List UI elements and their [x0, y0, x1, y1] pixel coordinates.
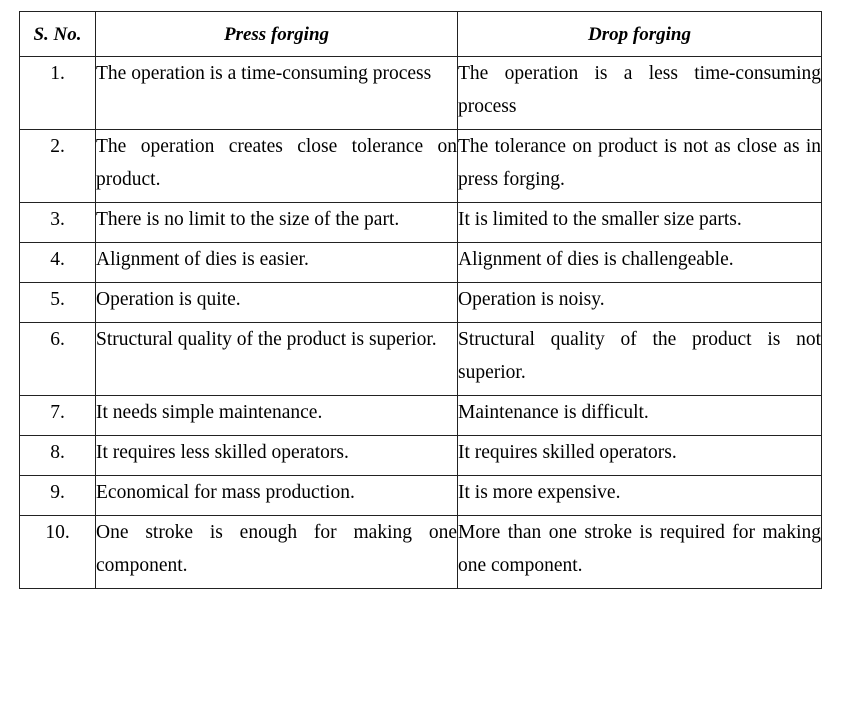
- drop-forging-cell: It is more expensive.: [458, 476, 822, 516]
- row-number: 7.: [20, 396, 96, 436]
- table-row: [20, 396, 822, 436]
- header-serial-number: S. No.: [20, 12, 96, 57]
- table-row: [20, 130, 822, 203]
- row-number: 3.: [20, 203, 96, 243]
- press-forging-cell: The operation creates close tolerance on product.: [96, 130, 458, 203]
- comparison-table: [19, 11, 822, 589]
- table-row: [20, 283, 822, 323]
- press-forging-cell: Alignment of dies is easier.: [96, 243, 458, 283]
- drop-forging-cell: It requires skilled operators.: [458, 436, 822, 476]
- header-row: [20, 12, 822, 57]
- table-row: [20, 203, 822, 243]
- table-row: [20, 323, 822, 396]
- table-row: [20, 243, 822, 283]
- row-number: 9.: [20, 476, 96, 516]
- table-row: [20, 516, 822, 589]
- table-row: [20, 436, 822, 476]
- drop-forging-cell: More than one stroke is required for making one component.: [458, 516, 822, 589]
- row-number: 4.: [20, 243, 96, 283]
- drop-forging-cell: Alignment of dies is challengeable.: [458, 243, 822, 283]
- drop-forging-cell: The tolerance on product is not as close as in press forging.: [458, 130, 822, 203]
- header-drop-forging: Drop forging: [458, 12, 822, 57]
- press-forging-cell: It needs simple maintenance.: [96, 396, 458, 436]
- header-press-forging: Press forging: [96, 12, 458, 57]
- row-number: 2.: [20, 130, 96, 203]
- press-forging-cell: Operation is quite.: [96, 283, 458, 323]
- press-forging-cell: Economical for mass production.: [96, 476, 458, 516]
- press-forging-cell: There is no limit to the size of the part.: [96, 203, 458, 243]
- row-number: 5.: [20, 283, 96, 323]
- table-row: [20, 57, 822, 130]
- drop-forging-cell: It is limited to the smaller size parts.: [458, 203, 822, 243]
- row-number: 10.: [20, 516, 96, 589]
- drop-forging-cell: Operation is noisy.: [458, 283, 822, 323]
- press-forging-cell: Structural quality of the product is superior.: [96, 323, 458, 396]
- drop-forging-cell: The operation is a less time-consuming process: [458, 57, 822, 130]
- drop-forging-cell: Maintenance is difficult.: [458, 396, 822, 436]
- row-number: 8.: [20, 436, 96, 476]
- row-number: 1.: [20, 57, 96, 130]
- table-row: [20, 476, 822, 516]
- drop-forging-cell: Structural quality of the product is not superior.: [458, 323, 822, 396]
- press-forging-cell: It requires less skilled operators.: [96, 436, 458, 476]
- row-number: 6.: [20, 323, 96, 396]
- press-forging-cell: The operation is a time-consuming process: [96, 57, 458, 130]
- press-forging-cell: One stroke is enough for making one component.: [96, 516, 458, 589]
